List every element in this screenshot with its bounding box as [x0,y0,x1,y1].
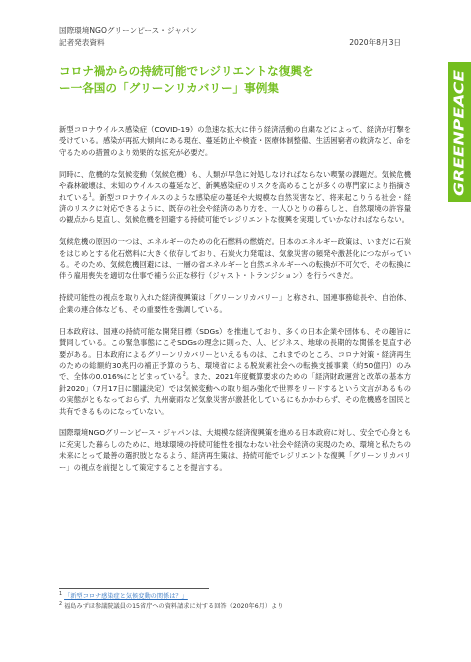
paragraph-3 [59,236,411,282]
paragraph-1-text: 新型コロナウイルス感染症（COVID-19）の急速な拡大に伴う経済活動の自粛などによって、経済が打撃を受けている。感染が再拡大傾向にある現在、蔓延防止や検査・医療体制整備、生活困窮者の救済など、命を守るための措置のより効果的な拡充が必要だ。 [59,125,411,157]
paragraph-2 [59,169,411,226]
organization-name: 国際環境NGOグリーンピース・ジャパン [59,26,198,35]
paragraph-4 [59,292,411,315]
footnote-2-number: 2 [59,601,63,607]
footnote-2-text: 福島みずほ参議院議員の15省庁への資料請求に対する回答（2020年6月）より [64,603,284,610]
footnote-1-link[interactable]: 「新型コロナ感染症と気候変動の関係は？」 [64,593,188,600]
paragraph-4-text: 持続可能性の視点を取り入れた経済復興策は「グリーンリカバリー」と称され、国連事務総長や、自治体、企業の連合体なども、その重要性を強調している。 [59,293,411,314]
title-line-1: コロナ禍からの持続可能でレジリエントな復興を [59,64,314,78]
paragraph-5-text-b: 。また、2021年度概算要求のための「経済財政運営と改革の基本方針2020」（7月17日に閣議決定）では気候変動への取り組み強化で世界をリードするという文言があるものの実態がともなっておらず、九州豪雨など気象災害が激甚化しているにもかかわらず、その危機感を国民と共有できるものになっていない。 [59,372,411,416]
body-text [59,124,411,484]
paragraph-3-text: 気候危機の原因の一つは、エネルギーのための化石燃料の燃焼だ。日本のエネルギー政策は、いまだに石炭をはじめとする化石燃料に大きく依存しており、石炭火力発電は、気象災害の頻発や激甚化につながっている。そのため、気候危機回避には、一層の省エネルギーと自然エネルギーへの転換が不可欠で、その転換に伴う雇用喪失を適切な仕事で補う公正な移行（ジャスト・トランジション）を行うべきだ。 [59,237,411,281]
footnote-divider [59,588,209,589]
footnote-ref-2[interactable]: 2 [182,372,186,378]
paragraph-5 [59,326,411,417]
release-date: 2020年8月3日 [349,38,401,47]
document-type: 記者発表資料 [59,38,105,47]
greenpeace-logo [448,62,471,202]
paragraph-2-text-b: 。新型コロナウイルスのような感染症の蔓延や大規模な自然災害など、将来起こりうる社会・経済のリスクに対応できるように、既存の社会や経済のあり方を、一人ひとりの暮らしと、自然環境の許容量の観点から見直し、気候危機を回避する持続可能でレジリエントな復興を実現していかなければならない。 [59,192,411,225]
title-line-2: ー一各国の「グリーンリカバリー」事例集 [59,81,279,95]
paragraph-5-text-a: 日本政府は、国連の持続可能な開発目標（SDGs）を推進しており、多くの日本企業や団体も、その趣旨に賛同している。この緊急事態にこそSDGsの理念に則った、人、ビジネス、地球の長期的な関係を見直す必要がある。日本政府によるグリーンリカバリーといえるものは、これまでのところ、コロナ対策・経済再生のための総額約30兆円の補正予算のうち、環境省による脱炭素社会への転換支援事業（約50億円）のみで、全体の0.016%にとどまっている [59,326,411,382]
paragraph-6-text: 国際環境NGOグリーンピース・ジャパンは、大規模な経済復興策を進める日本政府に対し、安全で心身ともに充実した暮らしのために、地球環境の持続可能性を損なわない社会や経済の実現のため、環境と私たちの未来にとって最善の選択肢となるよう、経済再生策は、持続可能でレジリエントな復興「グリーンリカバリー」の視点を前提として策定することを提言する。 [59,428,411,472]
greenpeace-logo-mark [448,62,471,202]
footnote-1-number: 1 [59,591,63,597]
footnote-2 [59,602,411,612]
footnote-ref-1[interactable]: 1 [88,193,92,199]
footnote-1 [59,592,411,602]
document-title [59,63,379,97]
footnotes [59,588,411,612]
paragraph-6 [59,427,411,473]
paragraph-1 [59,124,411,158]
greenpeace-logo-text: GREENPEACE [452,100,468,196]
paragraph-2-text-a: 同時に、危機的な気候変動（気候危機）も、人類が早急に対処しなければならない喫緊の課題だ。気候危機や森林破壊は、未知のウイルスの蔓延など、新興感染症のリスクを高めることが多くの専門家により指摘されている [59,169,411,202]
header-block [59,25,197,49]
